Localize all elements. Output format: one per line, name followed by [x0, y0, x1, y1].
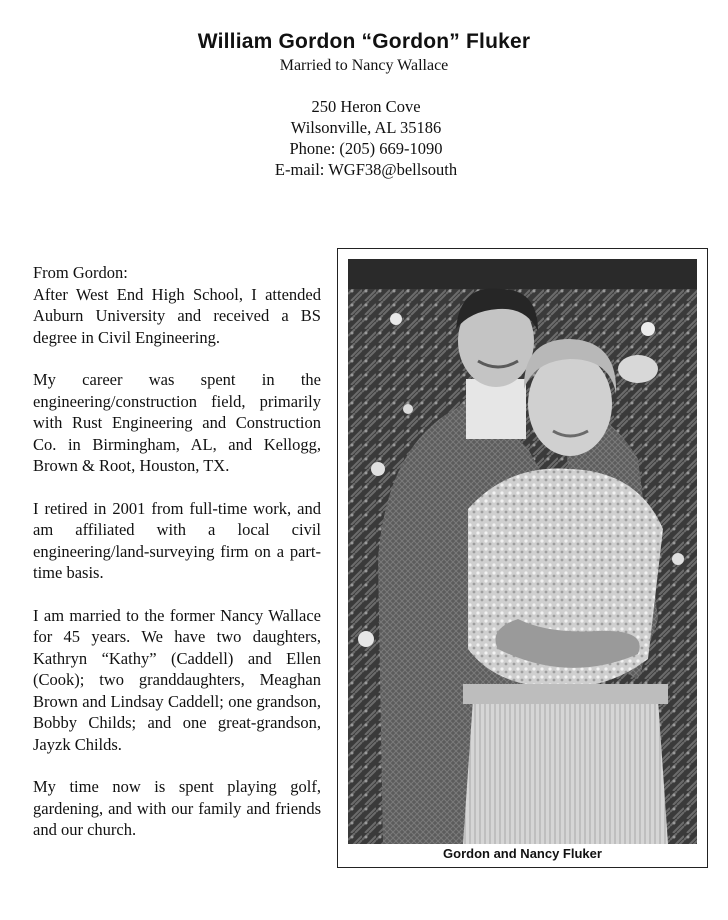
photo-frame — [337, 248, 708, 868]
spouse-line: Married to Nancy Wallace — [279, 57, 449, 74]
email-address: E-mail: WGF38@bellsouth — [274, 160, 458, 179]
bio-paragraph-family: I am married to the former Nancy Wallace for 45 years. We have two daughters, Kathryn “Kathy” (Caddell) and Ellen (Cook); two granddaughters, Meaghan Brown and Lindsay Caddell; one grandson, Bobby Childs; and one great-grandson, Jayzk Childs. — [33, 605, 321, 754]
phone-number: Phone: (205) 669-1090 — [289, 139, 443, 158]
page-title: William Gordon “Gordon” Fluker — [197, 30, 531, 53]
bio-paragraph-education: After West End High School, I attended Auburn University and received a BS degree in Civil Engineering. — [33, 284, 321, 347]
bio-intro: From Gordon: — [33, 263, 128, 282]
biography — [33, 262, 321, 862]
contact-block — [0, 96, 728, 180]
address-city: Wilsonville, AL 35186 — [290, 118, 442, 137]
bio-paragraph-career: My career was spent in the engineering/construction field, primarily with Rust Engineering and Construction Co. in Birmingham, AL, and Kellogg, Brown & Root, Houston, TX. — [33, 370, 321, 475]
couple-photo — [348, 259, 697, 844]
photo-caption: Gordon and Nancy Fluker — [443, 846, 602, 861]
address-street: 250 Heron Cove — [311, 97, 421, 116]
bio-paragraph-retirement: I retired in 2001 from full-time work, and am affiliated with a local civil engineering/land-surveying firm on a part-time basis. — [33, 498, 321, 582]
bio-paragraph-hobbies: My time now is spent playing golf, gardening, and with our family and friends and our church. — [33, 777, 321, 839]
